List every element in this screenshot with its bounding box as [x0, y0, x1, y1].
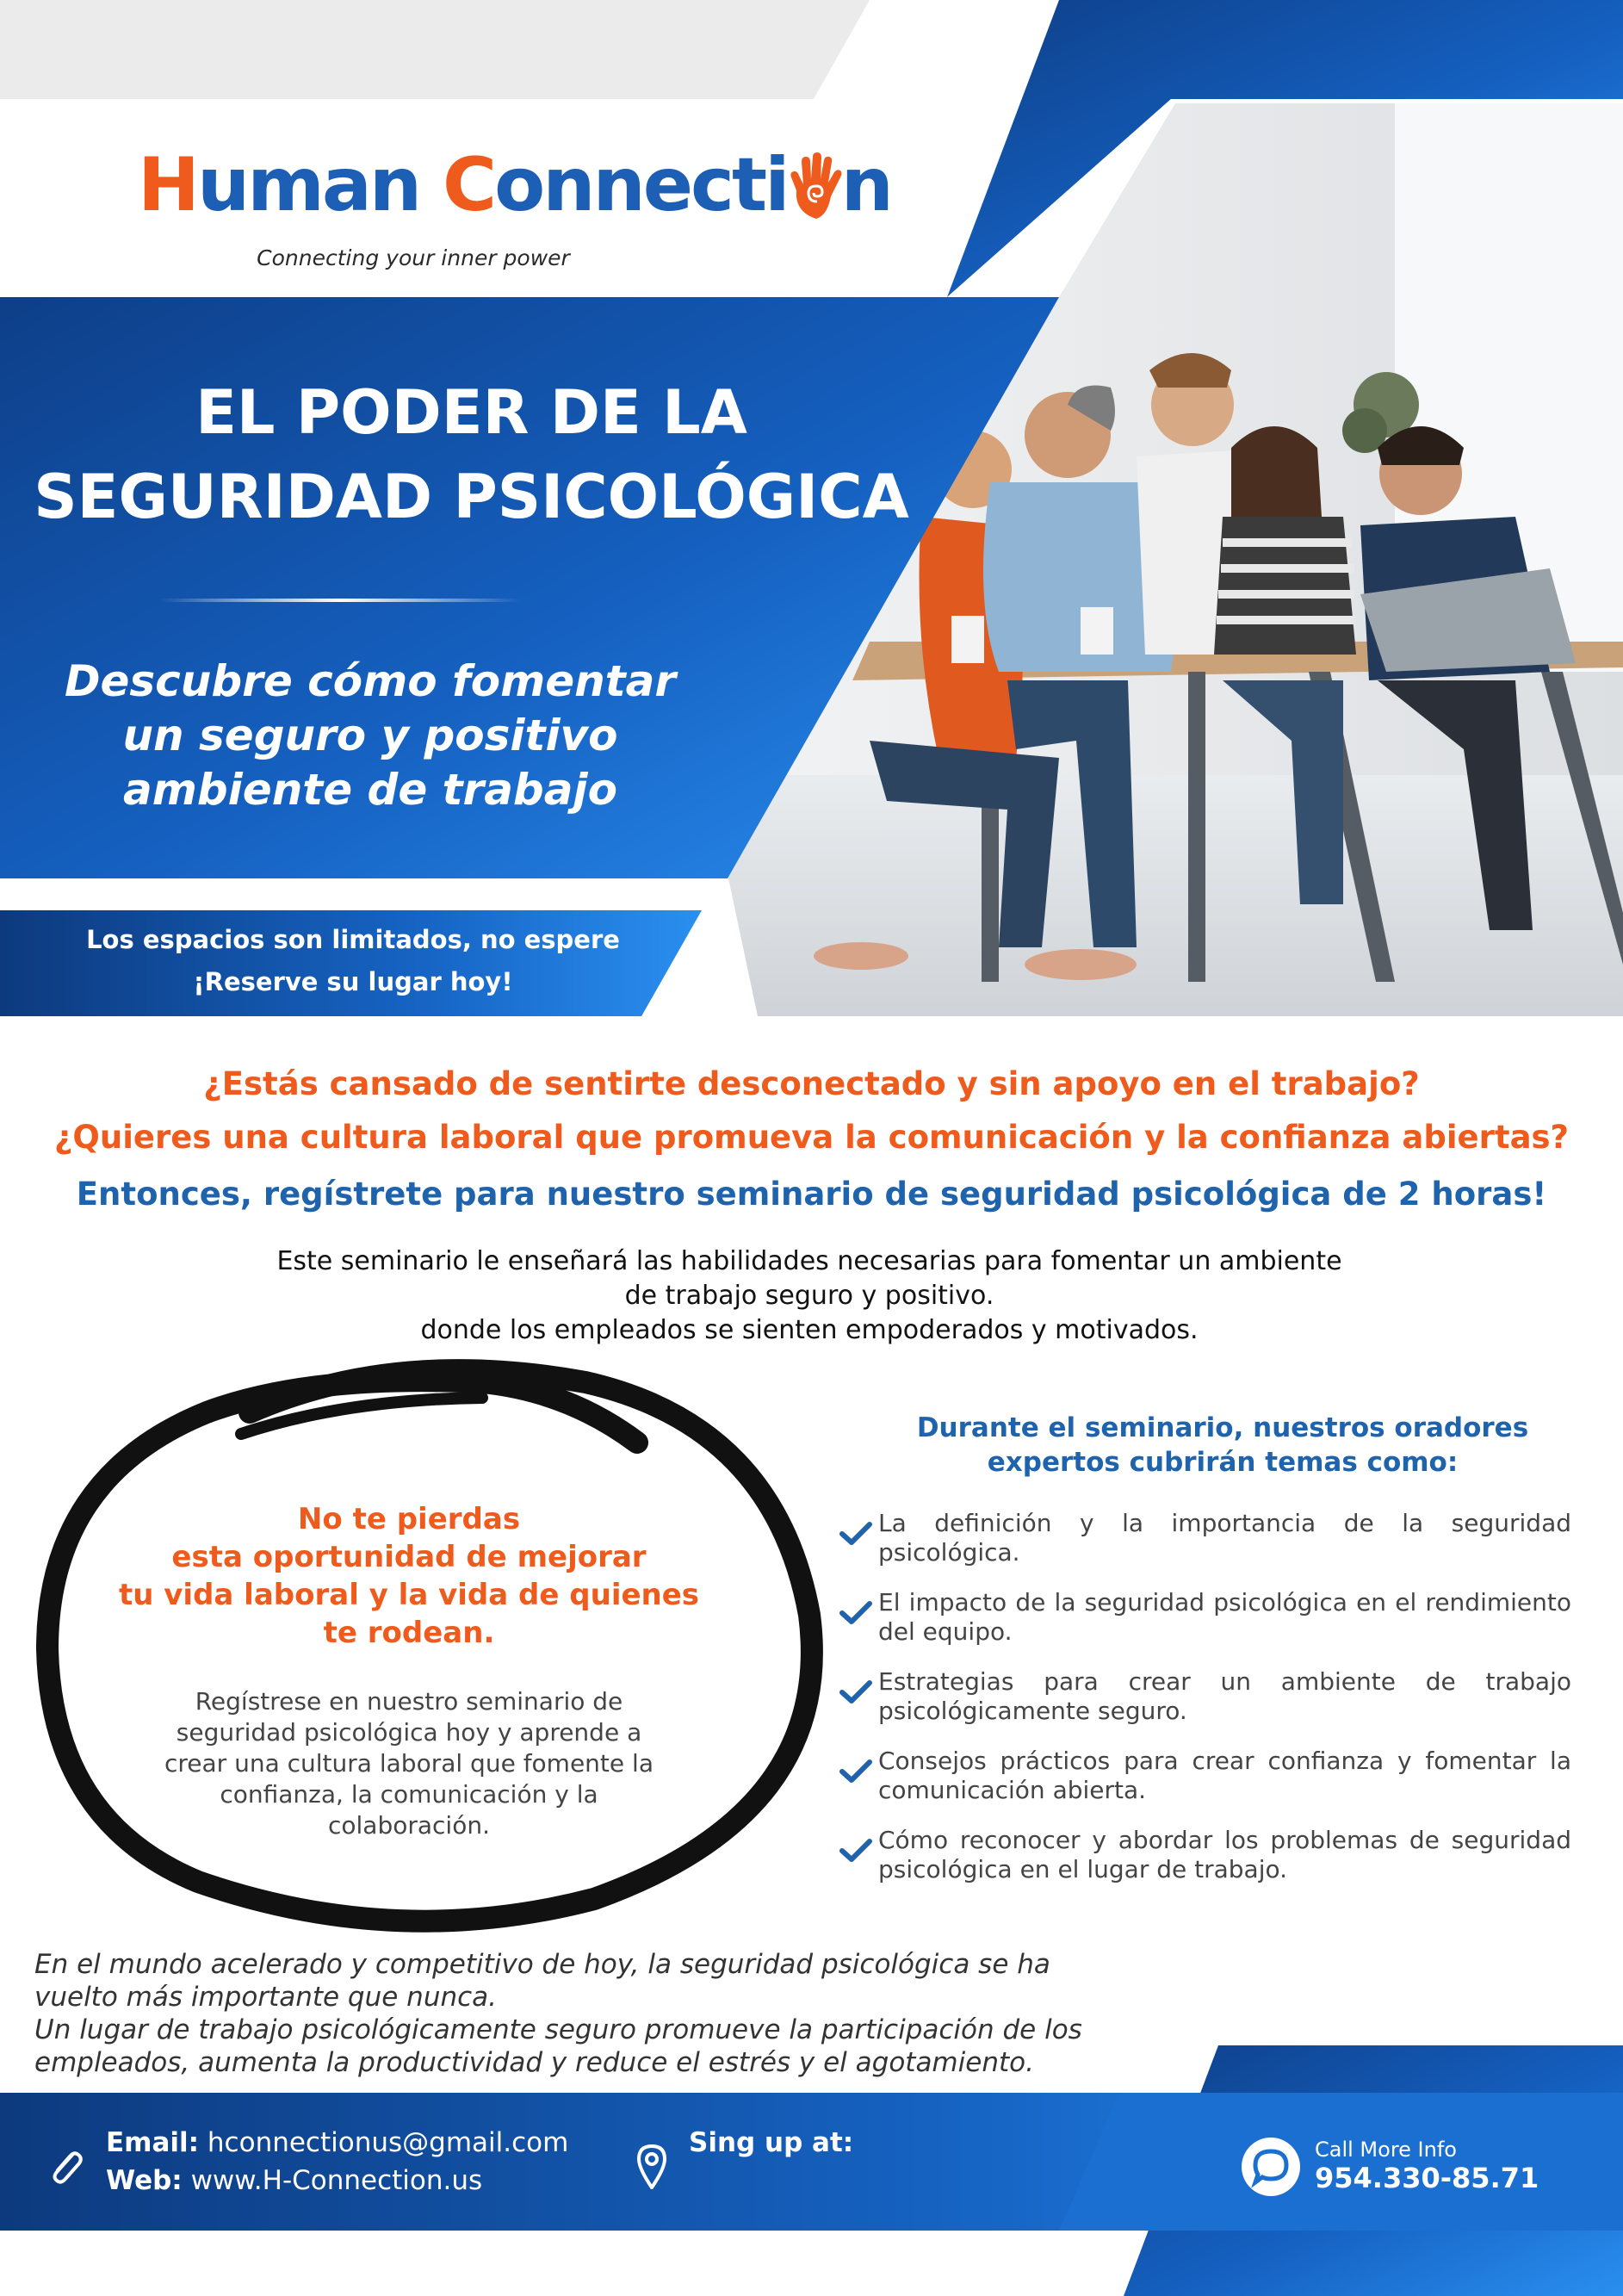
list-item — [839, 1747, 1571, 1805]
web-value[interactable]: www.H-Connection.us — [190, 2165, 483, 2196]
topics-title — [895, 1411, 1550, 1480]
list-item — [839, 1588, 1571, 1647]
chat-bubble-icon — [1240, 2136, 1302, 2198]
intro-line: de trabajo seguro y positivo. — [624, 1281, 994, 1311]
closing-line: empleados, aumenta la productividad y reduce el estrés y el agotamiento. — [34, 2047, 1034, 2078]
closing-line: En el mundo acelerado y competitivo de hoy, la seguridad psicológica se ha — [34, 1949, 1050, 1980]
hero-subtitle-line: Descubre cómo fomentar — [64, 656, 677, 706]
list-item — [839, 1826, 1571, 1884]
checkmark-icon — [839, 1679, 872, 1705]
footer-email[interactable] — [106, 2124, 568, 2162]
list-item — [839, 1667, 1571, 1726]
list-item — [839, 1509, 1571, 1567]
topic-text: Consejos prácticos para crear confianza y fomentar la comunicación abierta. — [878, 1747, 1571, 1804]
circle-headline-line: esta oportunidad de mejorar — [171, 1540, 647, 1574]
circle-headline-line: te rodean. — [323, 1616, 495, 1650]
brand-logo — [138, 142, 891, 270]
hero-divider — [159, 599, 521, 602]
logo-wordmark: Human Connecti n — [138, 142, 891, 228]
checkmark-icon — [839, 1521, 872, 1547]
circle-body-line: crear una cultura laboral que fomente la — [164, 1749, 654, 1778]
hero-title — [0, 370, 943, 539]
phone-number[interactable]: 954.330-85.71 — [1315, 2162, 1539, 2194]
intro-line: Este seminario le enseñará las habilidades necesarias para fomentar un ambiente — [276, 1246, 1342, 1276]
closing-line: vuelto más importante que nunca. — [34, 1982, 498, 2013]
closing-line: Un lugar de trabajo psicológicamente seguro promueve la participación de los — [34, 2014, 1082, 2045]
email-label: Email: — [106, 2127, 200, 2158]
banner-line: Los espacios son limitados, no espere — [86, 925, 620, 954]
footer-contact — [106, 2124, 568, 2200]
circle-body-line: confianza, la comunicación y la — [220, 1780, 598, 1809]
signup-label: Sing up at: — [689, 2127, 854, 2158]
topic-text: La definición y la importancia de la seguridad psicológica. — [878, 1509, 1571, 1567]
closing-paragraph — [34, 1948, 1175, 2079]
circle-headline-line: tu vida laboral y la vida de quienes — [118, 1578, 700, 1612]
hero-subtitle-line: ambiente de trabajo — [123, 765, 617, 815]
question-1: ¿Estás cansado de sentirte desconectado y sin apoyo en el trabajo? — [203, 1065, 1420, 1102]
hand-spiral-icon — [786, 152, 846, 220]
call-label: Call More Info — [1315, 2138, 1457, 2162]
reserve-banner — [52, 919, 654, 1003]
footer-web[interactable] — [106, 2162, 568, 2200]
hero-title-line: EL PODER DE LA — [195, 377, 747, 448]
checkmark-icon — [839, 1759, 872, 1784]
hero-title-line: SEGURIDAD PSICOLÓGICA — [34, 462, 909, 532]
question-2: ¿Quieres una cultura laboral que promueva la comunicación y la confianza abiertas? — [53, 1119, 1570, 1156]
checkmark-icon — [839, 1600, 872, 1626]
logo-tagline: Connecting your inner power — [257, 245, 570, 270]
circle-body-line: Regístrese en nuestro seminario de — [195, 1687, 623, 1716]
topic-text: El impacto de la seguridad psicológica en el rendimiento del equipo. — [878, 1588, 1571, 1646]
paperclip-icon — [45, 2146, 88, 2189]
register-callout: Entonces, regístrete para nuestro seminario de seguridad psicológica de 2 horas! — [76, 1176, 1547, 1213]
circle-body-line: seguridad psicológica hoy y aprende a — [176, 1718, 642, 1747]
circle-headline — [112, 1500, 706, 1652]
email-value[interactable]: hconnectionus@gmail.com — [207, 2127, 569, 2158]
circle-body — [129, 1686, 689, 1841]
hero-subtitle — [34, 655, 706, 817]
topics-list — [839, 1509, 1571, 1905]
topic-text: Estrategias para crear un ambiente de trabajo psicológicamente seguro. — [878, 1667, 1571, 1725]
checkmark-icon — [839, 1838, 872, 1864]
location-pin-icon — [635, 2143, 668, 2189]
banner-line: ¡Reserve su lugar hoy! — [193, 967, 513, 996]
topic-text: Cómo reconocer y abordar los problemas de seguridad psicológica en el lugar de trabajo. — [878, 1826, 1571, 1883]
topics-title-line: Durante el seminario, nuestros oradores — [916, 1412, 1529, 1443]
intro-line: donde los empleados se sienten empoderados y motivados. — [420, 1315, 1199, 1345]
topics-title-line: expertos cubrirán temas como: — [987, 1447, 1459, 1478]
circle-headline-line: No te pierdas — [297, 1502, 521, 1536]
web-label: Web: — [106, 2165, 183, 2196]
circle-body-line: colaboración. — [328, 1811, 490, 1840]
hero-subtitle-line: un seguro y positivo — [122, 711, 618, 760]
